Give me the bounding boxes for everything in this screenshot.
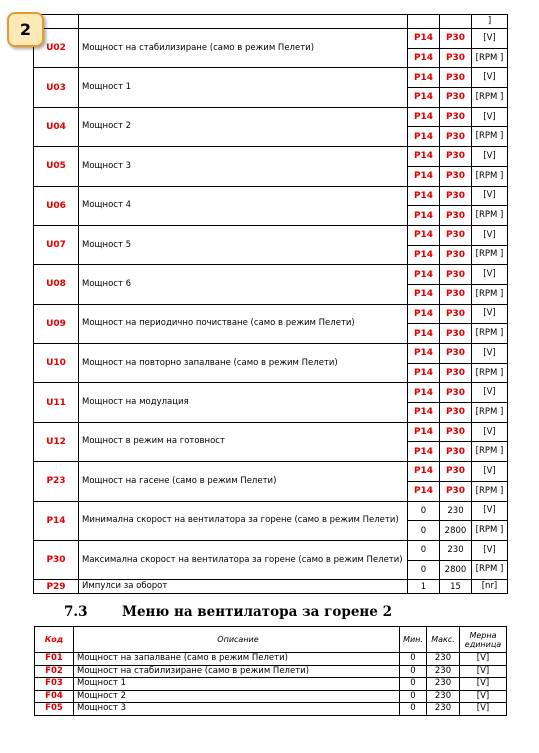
fan-menu-table (34, 626, 507, 716)
param-unit: [RPM ] (472, 88, 508, 108)
param-min: P14 (408, 363, 440, 383)
menu-min: 0 (400, 678, 427, 691)
menu-unit: [V] (460, 690, 507, 703)
param-code: U10 (34, 344, 79, 383)
param-min: P14 (408, 88, 440, 108)
param-min: P14 (408, 147, 440, 167)
param-unit: [RPM ] (472, 560, 508, 580)
param-unit: [V] (472, 344, 508, 364)
param-code: U11 (34, 383, 79, 422)
param-code: P14 (34, 501, 79, 540)
param-min: P14 (408, 186, 440, 206)
table-row (34, 501, 508, 521)
param-code: P30 (34, 540, 79, 579)
param-description: Мощност 1 (79, 68, 408, 107)
param-description: Мощност на модулация (79, 383, 408, 422)
param-unit: [RPM ] (472, 324, 508, 344)
menu-description: Мощност 1 (74, 678, 400, 691)
table-row (34, 540, 508, 560)
table-row (34, 147, 508, 167)
table-row (34, 107, 508, 127)
param-unit: [RPM ] (472, 403, 508, 423)
menu-code: F01 (35, 653, 74, 666)
table-row (34, 462, 508, 482)
menu-description: Мощност 3 (74, 703, 400, 716)
param-unit: [RPM ] (472, 284, 508, 304)
param-description: Максимална скорост на вентилатора за горене (само в режим Пелети) (79, 540, 408, 579)
param-code: U08 (34, 265, 79, 304)
param-min: P14 (408, 48, 440, 68)
param-unit: [V] (472, 225, 508, 245)
section-heading (64, 604, 392, 620)
param-max: P30 (440, 403, 472, 423)
param-min: P14 (408, 166, 440, 186)
param-max: P30 (440, 127, 472, 147)
param-max: P30 (440, 284, 472, 304)
param-unit: [V] (472, 265, 508, 285)
param-code: U09 (34, 304, 79, 343)
menu-description: Мощност на запалване (само в режим Пелети) (74, 653, 400, 666)
param-min: P14 (408, 225, 440, 245)
param-min: P14 (408, 245, 440, 265)
param-min: P14 (408, 127, 440, 147)
section-title: Меню на вентилатора за горене 2 (122, 604, 392, 620)
menu-max: 230 (427, 653, 460, 666)
header-min: Мин. (400, 627, 427, 653)
menu-code: F02 (35, 665, 74, 678)
param-description: Мощност 4 (79, 186, 408, 225)
menu-code: F05 (35, 703, 74, 716)
param-max: P30 (440, 166, 472, 186)
param-min: P14 (408, 442, 440, 462)
param-max: P30 (440, 29, 472, 49)
header-max: Макс. (427, 627, 460, 653)
param-unit: [RPM ] (472, 442, 508, 462)
param-min: P14 (408, 206, 440, 226)
header-unit: Мерна единица (460, 627, 507, 653)
menu-code: F04 (35, 690, 74, 703)
table-row (34, 304, 508, 324)
table-row (34, 383, 508, 403)
param-max: 230 (440, 540, 472, 560)
menu-min: 0 (400, 703, 427, 716)
param-min: P14 (408, 422, 440, 442)
param-code: U03 (34, 68, 79, 107)
table-row (34, 15, 508, 29)
param-max: 2800 (440, 521, 472, 541)
param-unit: [RPM ] (472, 481, 508, 501)
table-row (35, 665, 507, 678)
param-unit: [V] (472, 540, 508, 560)
header-description: Описание (74, 627, 400, 653)
param-code: U12 (34, 422, 79, 461)
param-max: P30 (440, 206, 472, 226)
param-max: P30 (440, 363, 472, 383)
param-code: P29 (34, 580, 79, 594)
param-unit: [V] (472, 422, 508, 442)
param-unit: [V] (472, 383, 508, 403)
param-max: P30 (440, 88, 472, 108)
menu-unit: [V] (460, 703, 507, 716)
param-max: 15 (440, 580, 472, 594)
param-max: P30 (440, 422, 472, 442)
param-description: Мощност на стабилизиране (само в режим Пелети) (79, 29, 408, 68)
param-min: 0 (408, 560, 440, 580)
menu-code: F03 (35, 678, 74, 691)
table-row (35, 690, 507, 703)
param-unit: [RPM ] (472, 127, 508, 147)
param-max: 230 (440, 501, 472, 521)
param-min: P14 (408, 344, 440, 364)
param-code: P23 (34, 462, 79, 501)
table-row (34, 68, 508, 88)
table-row (35, 678, 507, 691)
table-row (34, 422, 508, 442)
table-row (34, 580, 508, 594)
param-unit: [V] (472, 462, 508, 482)
param-unit: [RPM ] (472, 363, 508, 383)
param-code: U07 (34, 225, 79, 264)
menu-description: Мощност на стабилизиране (само в режим Пелети) (74, 665, 400, 678)
unit-cell: ] (472, 15, 508, 29)
param-max: P30 (440, 265, 472, 285)
param-min: 1 (408, 580, 440, 594)
param-max: P30 (440, 462, 472, 482)
param-max: P30 (440, 344, 472, 364)
param-max: 2800 (440, 560, 472, 580)
param-max: P30 (440, 324, 472, 344)
param-description: Минимална скорост на вентилатора за горене (само в режим Пелети) (79, 501, 408, 540)
table-row (35, 653, 507, 666)
param-unit: [V] (472, 186, 508, 206)
menu-min: 0 (400, 690, 427, 703)
param-max: P30 (440, 481, 472, 501)
table-row (34, 29, 508, 49)
param-max: P30 (440, 383, 472, 403)
param-unit: [RPM ] (472, 245, 508, 265)
param-min: P14 (408, 68, 440, 88)
param-unit: [nr] (472, 580, 508, 594)
param-unit: [RPM ] (472, 521, 508, 541)
param-unit: [V] (472, 501, 508, 521)
param-unit: [V] (472, 29, 508, 49)
param-min: P14 (408, 324, 440, 344)
table-row (34, 225, 508, 245)
param-code: U05 (34, 147, 79, 186)
menu-max: 230 (427, 690, 460, 703)
param-description: Мощност 2 (79, 107, 408, 146)
param-max: P30 (440, 107, 472, 127)
param-code: U02 (34, 29, 79, 68)
param-unit: [V] (472, 304, 508, 324)
param-max: P30 (440, 48, 472, 68)
param-min: P14 (408, 107, 440, 127)
menu-unit: [V] (460, 665, 507, 678)
param-max: P30 (440, 147, 472, 167)
param-min: P14 (408, 481, 440, 501)
param-description: Мощност на периодично почистване (само в режим Пелети) (79, 304, 408, 343)
param-min: P14 (408, 462, 440, 482)
param-description: Мощност 3 (79, 147, 408, 186)
table-row (35, 703, 507, 716)
param-description: Мощност 6 (79, 265, 408, 304)
param-unit: [RPM ] (472, 166, 508, 186)
menu-unit: [V] (460, 653, 507, 666)
param-description: Мощност в режим на готовност (79, 422, 408, 461)
menu-max: 230 (427, 665, 460, 678)
param-description: Мощност 5 (79, 225, 408, 264)
param-max: P30 (440, 68, 472, 88)
param-max: P30 (440, 186, 472, 206)
menu-max: 230 (427, 703, 460, 716)
menu-description: Мощност 2 (74, 690, 400, 703)
param-description: Импулси за оборот (79, 580, 408, 594)
param-min: P14 (408, 304, 440, 324)
table-header-row (35, 627, 507, 653)
param-description: Мощност на гасене (само в режим Пелети) (79, 462, 408, 501)
param-min: P14 (408, 265, 440, 285)
param-max: P30 (440, 442, 472, 462)
menu-max: 230 (427, 678, 460, 691)
param-max: P30 (440, 304, 472, 324)
param-code: U04 (34, 107, 79, 146)
parameters-table (33, 14, 508, 594)
param-code: U06 (34, 186, 79, 225)
param-min: P14 (408, 383, 440, 403)
param-unit: [RPM ] (472, 48, 508, 68)
step-badge: 2 (7, 12, 44, 47)
section-number: 7.3 (64, 604, 88, 620)
table-row (34, 344, 508, 364)
param-min: 0 (408, 501, 440, 521)
param-unit: [V] (472, 68, 508, 88)
param-max: P30 (440, 225, 472, 245)
param-min: P14 (408, 29, 440, 49)
table-row (34, 186, 508, 206)
param-max: P30 (440, 245, 472, 265)
param-min: P14 (408, 403, 440, 423)
param-min: 0 (408, 521, 440, 541)
table-row (34, 265, 508, 285)
menu-min: 0 (400, 653, 427, 666)
param-description: Мощност на повторно запалване (само в режим Пелети) (79, 344, 408, 383)
menu-min: 0 (400, 665, 427, 678)
param-unit: [V] (472, 147, 508, 167)
header-code: Код (35, 627, 74, 653)
menu-unit: [V] (460, 678, 507, 691)
param-min: P14 (408, 284, 440, 304)
param-unit: [RPM ] (472, 206, 508, 226)
param-unit: [V] (472, 107, 508, 127)
param-min: 0 (408, 540, 440, 560)
